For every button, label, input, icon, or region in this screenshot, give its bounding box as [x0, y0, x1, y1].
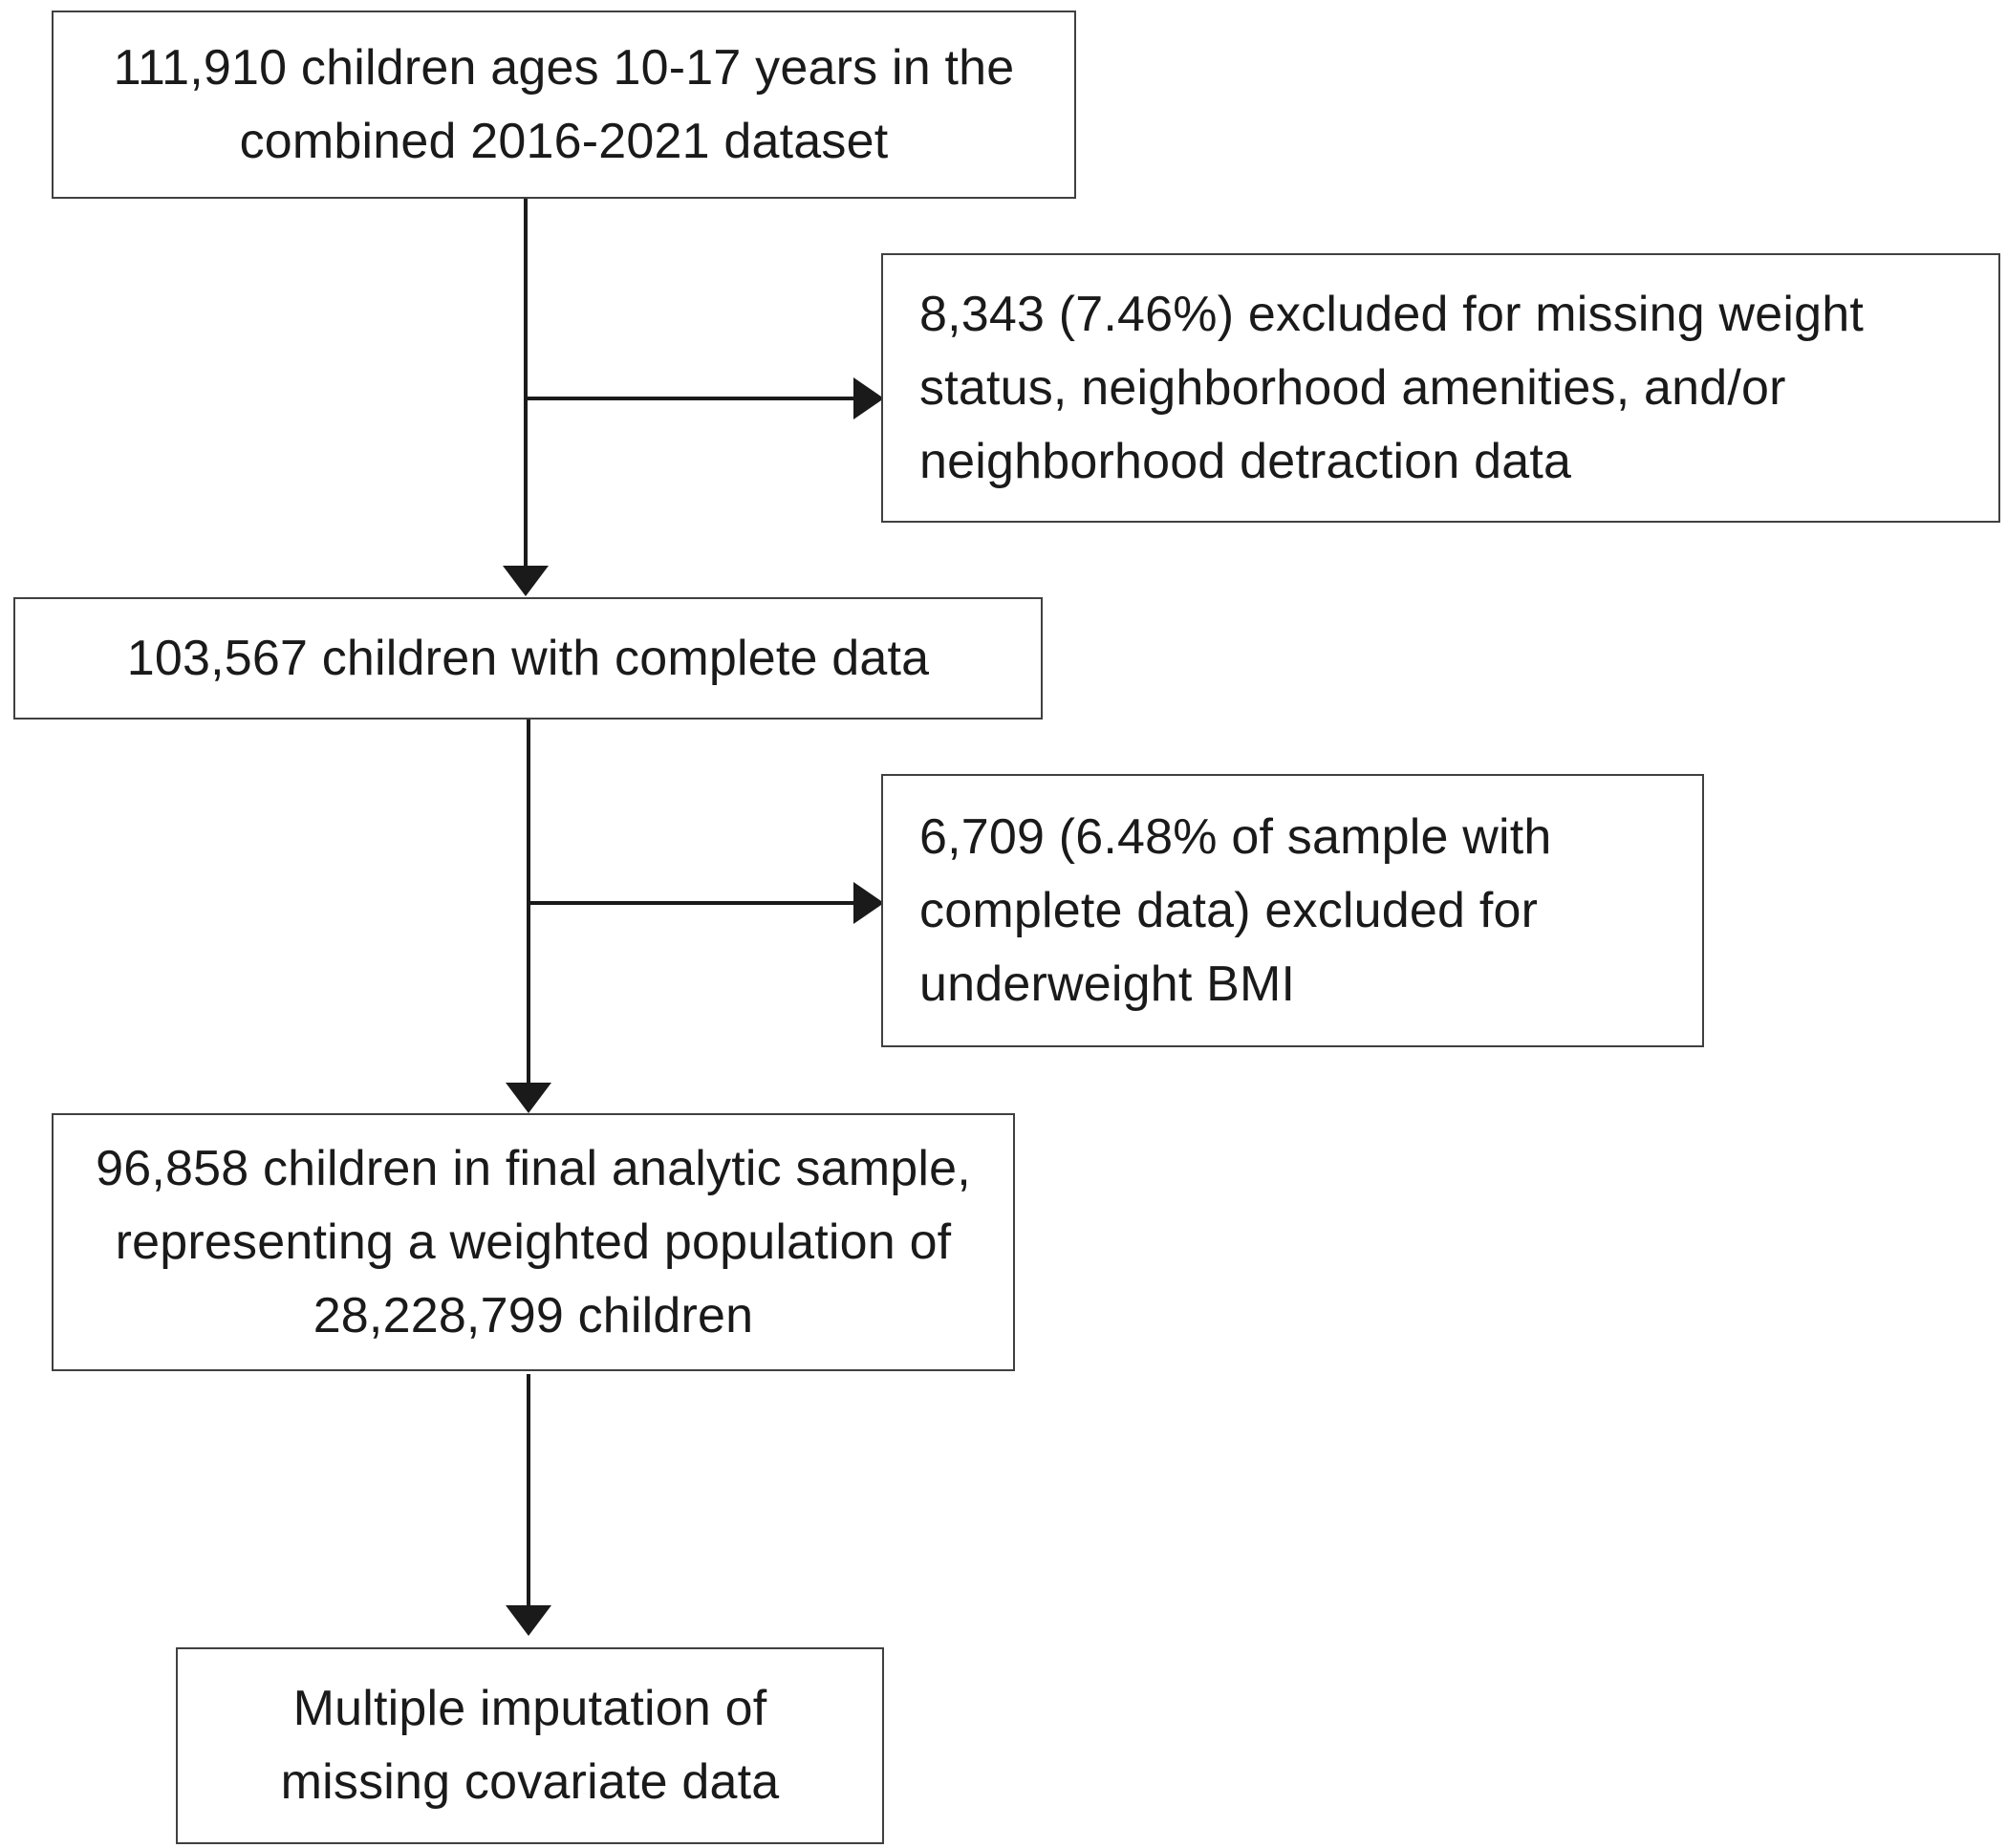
initial-cohort-box	[52, 11, 1076, 199]
arrowhead-down-2	[506, 1083, 551, 1113]
initial-cohort-text: 111,910 children ages 10-17 years in the combined 2016-2021 dataset	[113, 39, 1015, 169]
complete-data-box	[13, 597, 1043, 720]
arrowhead-down-3	[506, 1605, 551, 1636]
final-sample-text: 96,858 children in final analytic sample, representing a weighted population of 28,228,799 children	[96, 1140, 971, 1343]
complete-data-text: 103,567 children with complete data	[126, 630, 930, 686]
exclusion-missing-data-box	[881, 253, 2000, 523]
imputation-text: Multiple imputation of missing covariate data	[280, 1681, 780, 1810]
exclusion-missing-data-text: 8,343 (7.46%) excluded for missing weight status, neighborhood amenities, and/or neighborhood detraction data	[919, 286, 1865, 489]
arrowhead-right-1	[853, 377, 884, 419]
arrowhead-right-2	[853, 882, 884, 924]
final-sample-box	[52, 1113, 1015, 1371]
exclusion-underweight-box	[881, 774, 1704, 1047]
arrowhead-down-1	[503, 566, 549, 596]
imputation-box	[176, 1647, 884, 1844]
exclusion-underweight-text: 6,709 (6.48% of sample with complete data) excluded for underweight BMI	[919, 808, 1552, 1012]
